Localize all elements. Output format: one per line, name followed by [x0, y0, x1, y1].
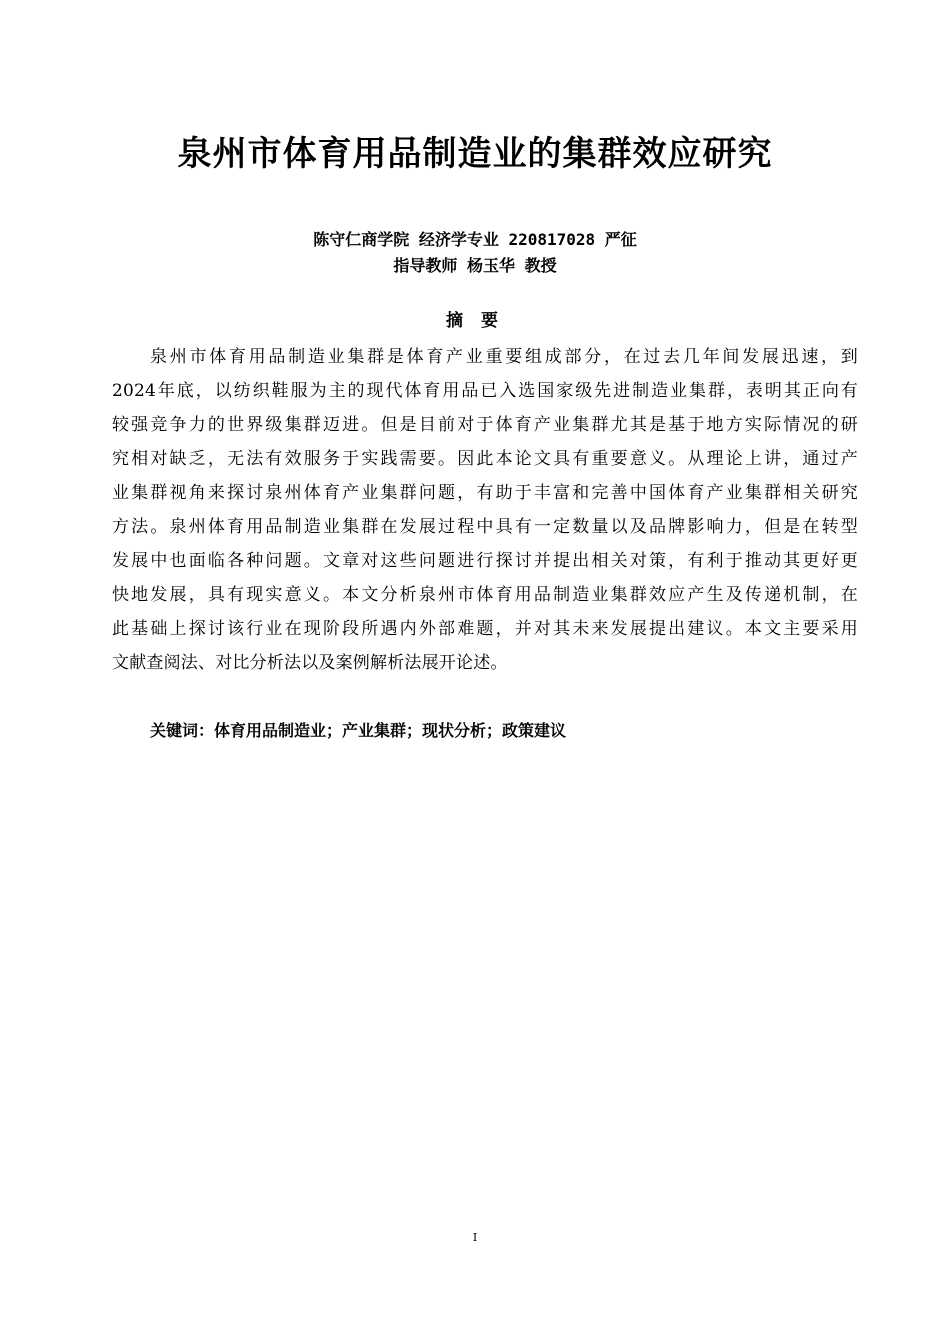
author-info: 陈守仁商学院 经济学专业 220817028 严征 [313, 230, 637, 249]
abstract-line: 较强竞争力的世界级集群迈进。但是目前对于体育产业集群尤其是基于地方实际情况的研 [112, 415, 858, 435]
page-number: I [472, 1231, 478, 1244]
abstract-line: 文献查阅法、对比分析法以及案例解析法展开论述。 [112, 653, 508, 673]
abstract-line: 究相对缺乏，无法有效服务于实践需要。因此本论文具有重要意义。从理论上讲，通过产 [112, 449, 858, 469]
paper-title: 泉州市体育用品制造业的集群效应研究 [177, 134, 773, 174]
keywords-line: 关键词：体育用品制造业；产业集群；现状分析；政策建议 [150, 721, 567, 740]
abstract-heading: 摘 要 [446, 311, 504, 331]
advisor-info: 指导教师 杨玉华 教授 [393, 256, 557, 275]
abstract-body [112, 340, 858, 680]
abstract-line: 2024年底，以纺织鞋服为主的现代体育用品已入选国家级先进制造业集群，表明其正向有 [112, 381, 858, 401]
abstract-line: 发展中也面临各种问题。文章对这些问题进行探讨并提出相关对策，有利于推动其更好更 [112, 551, 858, 571]
abstract-line: 泉州市体育用品制造业集群是体育产业重要组成部分，在过去几年间发展迅速，到 [150, 347, 858, 367]
abstract-line: 方法。泉州体育用品制造业集群在发展过程中具有一定数量以及品牌影响力，但是在转型 [112, 517, 858, 537]
abstract-line: 此基础上探讨该行业在现阶段所遇内外部难题，并对其未来发展提出建议。本文主要采用 [112, 619, 858, 639]
abstract-line: 业集群视角来探讨泉州体育产业集群问题，有助于丰富和完善中国体育产业集群相关研究 [112, 483, 858, 503]
abstract-line: 快地发展，具有现实意义。本文分析泉州市体育用品制造业集群效应产生及传递机制，在 [112, 585, 858, 605]
